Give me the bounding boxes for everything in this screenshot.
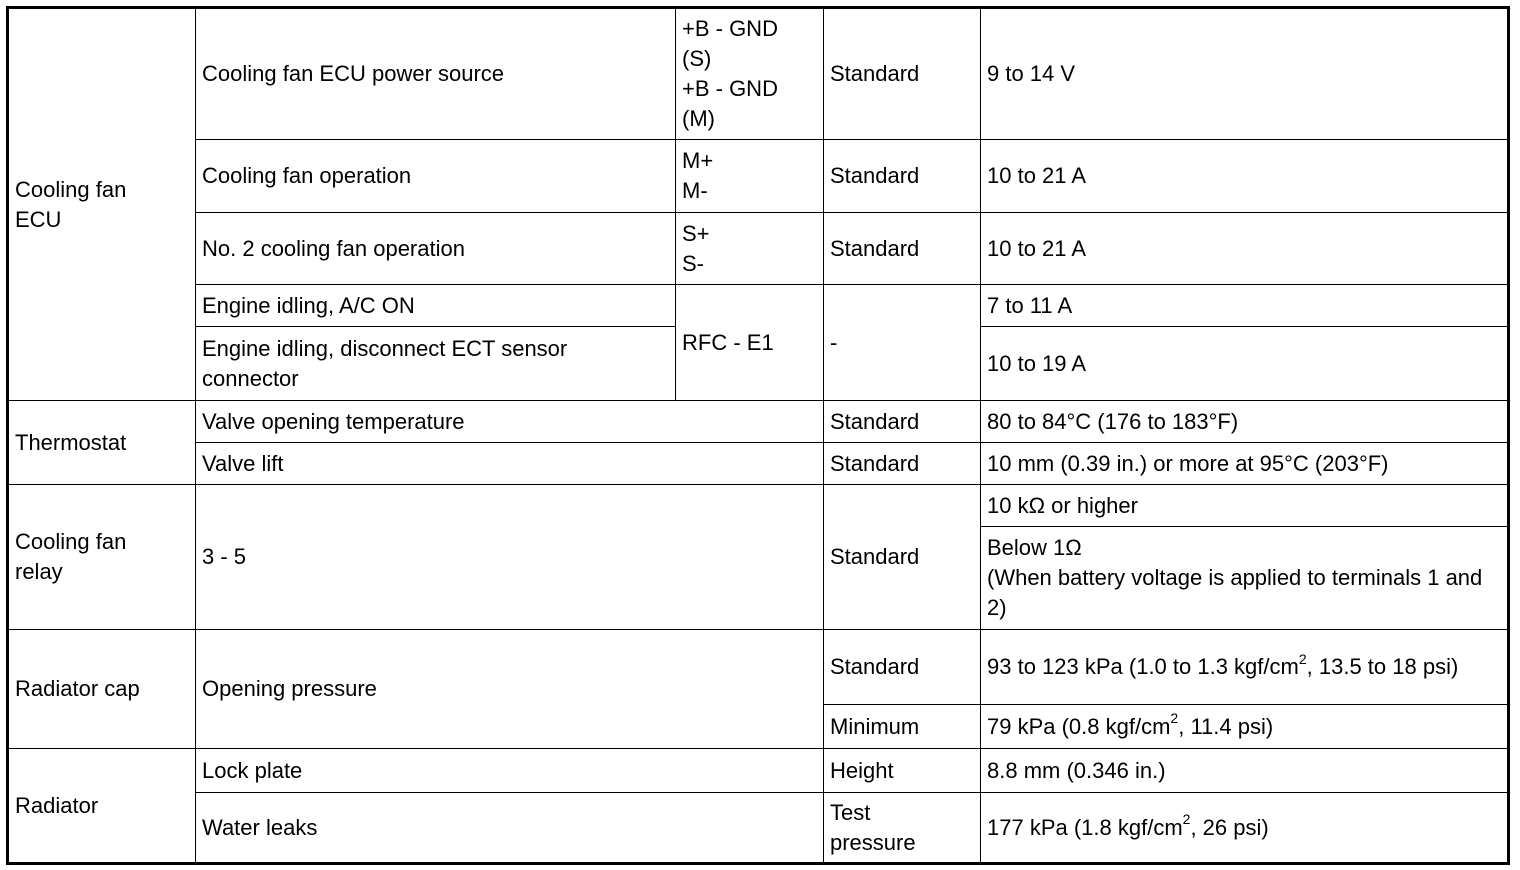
value-cell: 8.8 mm (0.346 in.) — [981, 749, 1509, 793]
group-label-thermostat: Thermostat — [8, 401, 196, 485]
item-cell: Engine idling, disconnect ECT sensor connector — [196, 327, 676, 401]
value-cell: 7 to 11 A — [981, 285, 1509, 327]
table-row — [8, 485, 1509, 527]
condition-cell: Test pressure — [824, 793, 981, 864]
table-row — [8, 401, 1509, 443]
group-label-radiator: Radiator — [8, 749, 196, 864]
condition-cell: Standard — [824, 140, 981, 213]
condition-cell: Standard — [824, 8, 981, 140]
item-cell: Valve opening temperature — [196, 401, 824, 443]
group-label-radiator-cap: Radiator cap — [8, 630, 196, 749]
value-cell: 79 kPa (0.8 kgf/$cm^2$, 11.4 psi) — [981, 705, 1509, 749]
value-cell: 80 to 84°C (176 to 183°F) — [981, 401, 1509, 443]
terminal-cell: M+ M- — [676, 140, 824, 213]
condition-cell: Standard — [824, 213, 981, 285]
value-cell: 10 to 21 A — [981, 213, 1509, 285]
table-row — [8, 285, 1509, 327]
condition-cell: Standard — [824, 485, 981, 630]
terminal-cell: RFC - E1 — [676, 285, 824, 401]
condition-cell: Standard — [824, 401, 981, 443]
table-row — [8, 140, 1509, 213]
condition-cell: Standard — [824, 630, 981, 705]
value-cell: 93 to 123 kPa (1.0 to 1.3 kgf/$cm^2$, 13.5 to 18 psi) — [981, 630, 1509, 705]
terminal-cell: 3 - 5 — [196, 485, 824, 630]
group-label-cooling-fan-ecu: Cooling fan ECU — [8, 8, 196, 401]
item-cell: No. 2 cooling fan operation — [196, 213, 676, 285]
table-row — [8, 443, 1509, 485]
item-cell: Engine idling, A/C ON — [196, 285, 676, 327]
item-cell: Water leaks — [196, 793, 824, 864]
group-label-cooling-fan-relay: Cooling fan relay — [8, 485, 196, 630]
item-cell: Cooling fan ECU power source — [196, 8, 676, 140]
table-row — [8, 630, 1509, 705]
table-row — [8, 793, 1509, 864]
value-cell: 10 to 21 A — [981, 140, 1509, 213]
table-row — [8, 749, 1509, 793]
value-cell: Below 1Ω (When battery voltage is applied to terminals 1 and 2) — [981, 527, 1509, 630]
value-cell: 10 mm (0.39 in.) or more at 95°C (203°F) — [981, 443, 1509, 485]
item-cell: Valve lift — [196, 443, 824, 485]
value-cell: 10 kΩ or higher — [981, 485, 1509, 527]
condition-cell: Minimum — [824, 705, 981, 749]
specification-table — [6, 6, 1510, 865]
value-cell: 177 kPa (1.8 kgf/$cm^2$, 26 psi) — [981, 793, 1509, 864]
item-cell: Cooling fan operation — [196, 140, 676, 213]
condition-cell: Standard — [824, 443, 981, 485]
table-row — [8, 8, 1509, 140]
item-cell: Opening pressure — [196, 630, 824, 749]
terminal-cell: +B - GND (S) +B - GND (M) — [676, 8, 824, 140]
table-row — [8, 213, 1509, 285]
terminal-cell: S+ S- — [676, 213, 824, 285]
condition-cell: - — [824, 285, 981, 401]
value-cell: 9 to 14 V — [981, 8, 1509, 140]
item-cell: Lock plate — [196, 749, 824, 793]
condition-cell: Height — [824, 749, 981, 793]
value-cell: 10 to 19 A — [981, 327, 1509, 401]
